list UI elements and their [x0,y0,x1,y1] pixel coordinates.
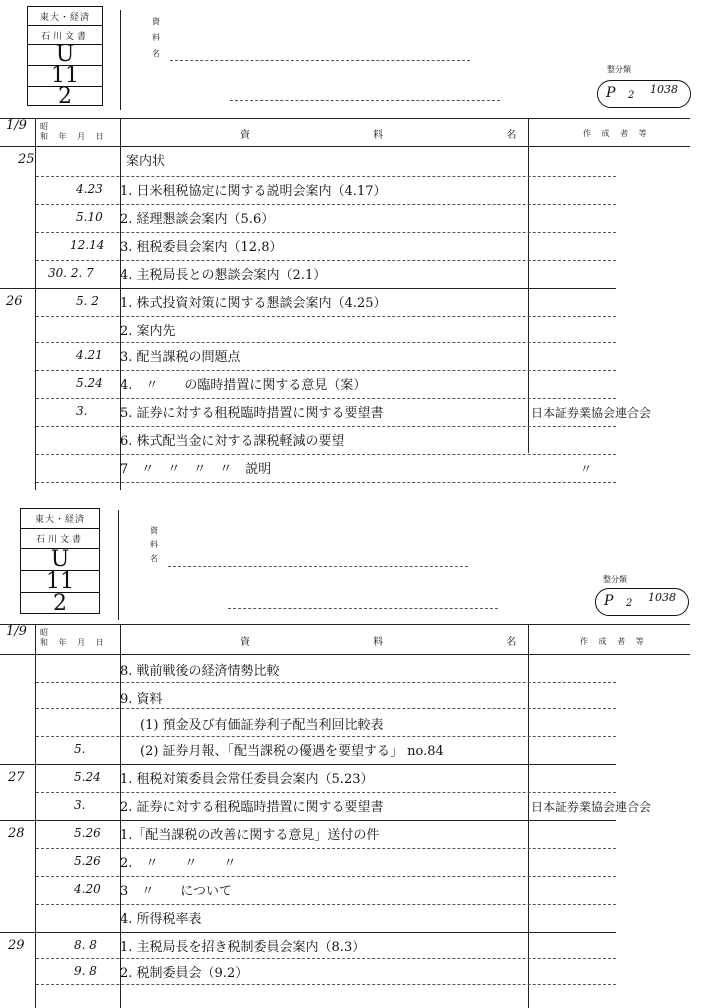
row-title: 1. 租税対策委員会常任委員会案内（5.23） [120,772,374,787]
row-title: 2. 経理懇談会案内（5.6） [120,212,275,227]
classification-right: 1038 [648,591,676,604]
row-title: 4. 所得税率表 [120,912,202,927]
row-date: 5. 2 [76,294,99,308]
stamp-series: U [28,45,102,66]
row-title: 8. 戦前戦後の経済情勢比較 [120,664,280,679]
classification-oval [595,588,689,616]
row-title: 6. 株式配当金に対する課税軽減の要望 [120,434,345,449]
stamp-institution: 東大・経済 [21,509,99,529]
stamp-box: 11 [28,66,102,87]
classification-right: 1038 [650,83,678,96]
row-title: 案内状 [126,154,166,169]
col-showa: 昭 [40,122,48,131]
row-title: (2) 証券月報、「配当課税の優遇を要望する」 no.84 [140,744,444,759]
classification-oval [597,80,691,108]
row-title: 5. 証券に対する租税臨時措置に関する要望書 [120,406,384,421]
stamp-box: 11 [21,571,99,593]
row-title: 2. 案内先 [120,324,176,339]
row-number: 29 [8,938,25,953]
row-title: 1. 日米租税協定に関する説明会案内（4.17） [120,184,387,199]
row-title: 7 〃 〃 〃 〃 説明 [120,462,272,477]
col-material-header: 資 料 名 [240,130,577,141]
archive-stamp [20,508,100,614]
stamp-institution: 東大・経済 [28,7,102,26]
stamp-folder: 2 [53,590,67,616]
row-title: 2. 〃 〃 〃 [120,856,237,871]
row-number: 26 [6,294,23,309]
row-date: 3. [76,404,88,418]
row-title: 2. 税制委員会（9.2） [120,966,249,981]
row-number: 28 [8,826,25,841]
row-date: 12.14 [70,238,105,252]
stamp-collection: 石川文書 [21,529,99,549]
row-title: 3 〃 について [120,884,233,899]
row-date: 5.24 [74,770,101,784]
stamp-folder: 2 [58,84,72,109]
row-date: 8. 8 [74,938,97,952]
folio-number: 1/9 [6,624,27,639]
col-date-header: 和 年 月 日 [40,132,108,141]
shiryo-label: 資 料 名 [150,526,158,563]
row-date: 5. [74,742,86,756]
row-title: 3. 租税委員会案内（12.8） [120,240,283,255]
classification-sub: 2 [626,598,633,609]
classification-label: 整分類 [603,575,627,584]
row-title: 1. 主税局長を招き税制委員会案内（8.3） [120,940,366,955]
col-author-header: 作 成 者 等 [583,129,651,138]
row-author: 日本証券業協会連合会 [531,406,652,420]
row-number: 25 [18,152,35,167]
row-date: 3. [74,798,86,812]
folio-number: 1/9 [6,118,27,133]
row-title: 4. 主税局長との懇談会案内（2.1） [120,268,327,283]
col-showa: 昭 [40,628,48,637]
row-title: 4. 〃 の臨時措置に関する意見（案） [120,378,367,393]
row-date: 30. 2. 7 [48,266,94,280]
row-date: 5.10 [76,210,103,224]
col-date-header: 和 年 月 日 [40,638,108,647]
shiryo-label: 資 料 名 [152,17,160,58]
stamp-series: U [21,549,99,571]
row-title: 1.「配当課税の改善に関する意見」送付の件 [120,828,380,843]
row-date: 4.21 [76,348,103,362]
row-number: 27 [8,770,25,785]
row-title: (1) 預金及び有価証券利子配当利回比較表 [140,718,384,733]
row-title: 1. 株式投資対策に関する懇談会案内（4.25） [120,296,387,311]
row-title: 9. 資料 [120,692,163,707]
row-date: 9. 8 [74,964,97,978]
row-date: 5.26 [74,826,101,840]
classification-left: P [604,593,614,609]
col-author-header: 作 成 者 等 [580,637,648,646]
classification-left: P [606,85,616,101]
classification-sub: 2 [628,90,635,101]
classification-label: 整分類 [607,65,631,74]
row-date: 5.24 [76,376,103,390]
stamp-collection: 石川文書 [28,26,102,45]
archive-stamp [27,6,103,109]
row-date: 5.26 [74,854,101,868]
row-date: 4.20 [74,882,101,896]
row-author: 日本証券業協会連合会 [531,800,652,814]
row-author: 〃 [580,462,593,476]
row-date: 4.23 [76,182,103,196]
row-title: 3. 配当課税の問題点 [120,350,241,365]
col-material-header: 資 料 名 [240,637,577,648]
row-title: 2. 証券に対する租税臨時措置に関する要望書 [120,800,384,815]
